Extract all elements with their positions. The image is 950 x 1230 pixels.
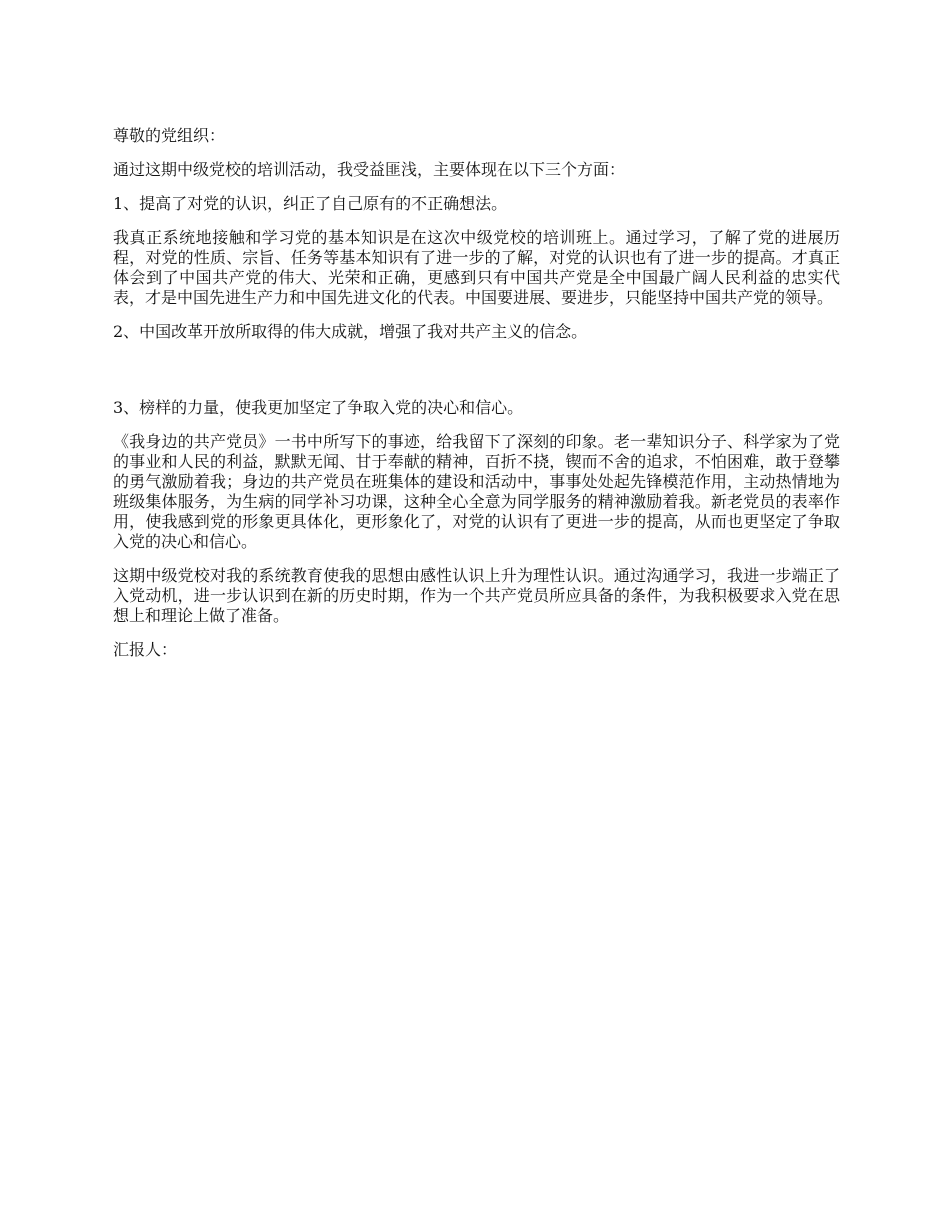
body-paragraph-1: 我真正系统地接触和学习党的基本知识是在这次中级党校的培训班上。通过学习，了解了党的进展历程，对党的性质、宗旨、任务等基本知识有了进一步的了解，对党的认识也有了进一步的提高。才真正体会到了中国共产党的伟大、光荣和正确，更感到只有中国共产党是全中国最广阔人民利益的忠实代表，才是中国先进生产力和中国先进文化的代表。中国要进展、要进步，只能坚持中国共产党的领导。 <box>113 228 840 307</box>
salutation: 尊敬的党组织： <box>113 126 226 145</box>
spacer <box>113 214 840 228</box>
spacer <box>113 626 840 640</box>
body-paragraph-3: 《我身边的共产党员》一书中所写下的事迹，给我留下了深刻的印象。老一辈知识分子、科学家为了党的事业和人民的利益，默默无闻、甘于奉献的精神，百折不挠，锲而不舍的追求，不怕困难，敢于登攀的勇气激励着我；身边的共产党员在班集体的建设和活动中，事事处处起先锋模范作用，主动热情地为班级集体服务，为生病的同学补习功课，这种全心全意为同学服务的精神激励着我。新老党员的表率作用，使我感到党的形象更具体化，更形象化了，对党的认识有了更进一步的提高，从而也更坚定了争取入党的决心和信心。 <box>113 432 840 551</box>
section-heading-3: 3、榜样的力量，使我更加坚定了争取入党的决心和信心。 <box>113 398 524 417</box>
conclusion-paragraph: 这期中级党校对我的系统教育使我的思想由感性认识上升为理性认识。通过沟通学习，我进一步端正了入党动机，进一步认识到在新的历史时期，作为一个共产党员所应具备的条件，为我积极要求入党在思想上和理论上做了准备。 <box>113 566 840 625</box>
spacer <box>113 418 840 432</box>
section-heading-2: 2、中国改革开放所取得的伟大成就，增强了我对共产主义的信念。 <box>113 322 588 341</box>
spacer <box>113 308 840 322</box>
spacer <box>113 146 840 160</box>
document-page <box>113 126 840 660</box>
signature-label: 汇报人： <box>113 640 178 659</box>
spacer <box>113 552 840 566</box>
intro-paragraph: 通过这期中级党校的培训活动，我受益匪浅，主要体现在以下三个方面： <box>113 160 626 179</box>
spacer <box>113 180 840 194</box>
spacer <box>113 342 840 398</box>
section-heading-1: 1、提高了对党的认识，纠正了自己原有的不正确想法。 <box>113 194 508 213</box>
